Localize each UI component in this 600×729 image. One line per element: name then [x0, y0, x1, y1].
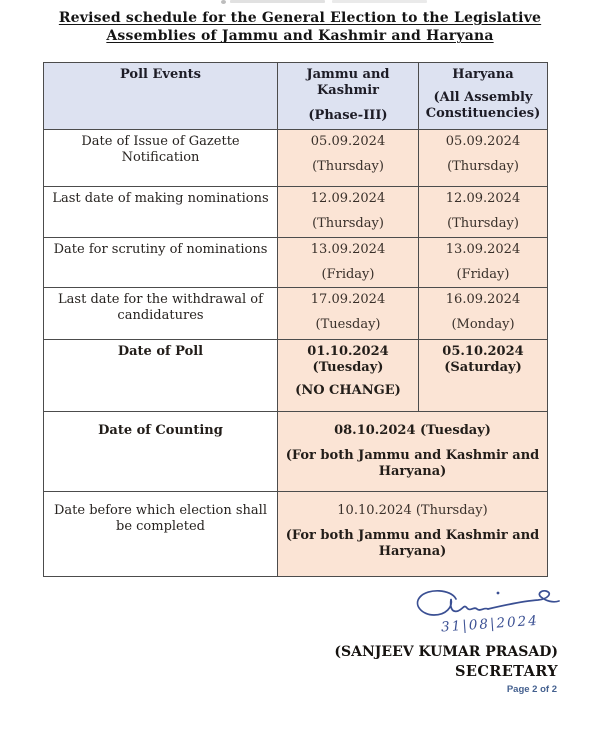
haryana-date-cell — [419, 238, 548, 288]
event-label: Date of Counting — [98, 423, 223, 438]
merged-date-cell — [278, 492, 548, 577]
day-value: (Friday) — [321, 267, 375, 283]
day-value: (Monday) — [451, 317, 515, 333]
event-label: Date before which election shall be completed — [53, 503, 267, 535]
haryana-date-cell — [419, 187, 548, 238]
date-value: 13.09.2024 — [445, 242, 521, 257]
date-value: 12.09.2024 — [310, 191, 386, 206]
event-cell — [44, 492, 278, 577]
document-title — [0, 9, 600, 46]
jk-date-cell — [278, 340, 419, 412]
both-states-note: (For both Jammu and Kashmir and Haryana) — [285, 528, 540, 560]
day-value: (Thursday) — [312, 216, 384, 232]
date-value: 01.10.2024 (Tuesday) — [307, 344, 389, 376]
signatory-role: SECRETARY — [455, 663, 558, 680]
event-label: Date of Issue of Gazette Notification — [81, 134, 240, 166]
merged-date-cell — [278, 412, 548, 492]
table-row — [44, 130, 548, 187]
table-header-row — [44, 63, 548, 130]
no-change-note: (NO CHANGE) — [295, 383, 401, 399]
event-label: Date for scrutiny of nominations — [53, 242, 268, 257]
table-row — [44, 288, 548, 340]
scan-artifact — [230, 0, 325, 3]
title-line-2: Assemblies of Jammu and Kashmir and Haryana — [106, 28, 494, 45]
day-value: (Thursday) — [312, 159, 384, 175]
haryana-date-cell — [419, 130, 548, 187]
event-label: Last date for the withdrawal of candidatures — [58, 292, 263, 324]
header-haryana — [419, 63, 548, 130]
event-cell — [44, 130, 278, 187]
date-value: 16.09.2024 — [445, 292, 521, 307]
date-value: 05.09.2024 — [310, 134, 386, 149]
haryana-date-cell — [419, 288, 548, 340]
header-label: Haryana — [452, 67, 514, 82]
day-value: (Tuesday) — [315, 317, 381, 333]
date-value: 10.10.2024 (Thursday) — [337, 503, 488, 518]
header-jammu-kashmir — [278, 63, 419, 130]
page-number: Page 2 of 2 — [506, 684, 557, 695]
date-value: 13.09.2024 — [310, 242, 386, 257]
jk-date-cell — [278, 187, 419, 238]
header-poll-events — [44, 63, 278, 130]
event-cell — [44, 187, 278, 238]
date-of-counting-row — [44, 412, 548, 492]
date-value: 08.10.2024 (Tuesday) — [334, 423, 491, 438]
day-value: (Thursday) — [447, 216, 519, 232]
both-states-note: (For both Jammu and Kashmir and Haryana) — [285, 448, 540, 480]
jk-date-cell — [278, 130, 419, 187]
header-label: Jammu and Kashmir — [306, 67, 390, 99]
jk-date-cell — [278, 238, 419, 288]
table-row — [44, 187, 548, 238]
date-value: 05.09.2024 — [445, 134, 521, 149]
jk-date-cell — [278, 288, 419, 340]
completion-date-row — [44, 492, 548, 577]
date-value: 12.09.2024 — [445, 191, 521, 206]
poll-events-table — [43, 62, 548, 577]
event-label: Date of Poll — [117, 344, 204, 359]
header-sublabel: (Phase-III) — [308, 108, 388, 124]
header-sublabel: (All Assembly Constituencies) — [425, 90, 541, 122]
event-cell — [44, 412, 278, 492]
date-value: 17.09.2024 — [310, 292, 386, 307]
day-value: (Friday) — [456, 267, 510, 283]
header-label: Poll Events — [119, 67, 201, 82]
day-value: (Thursday) — [447, 159, 519, 175]
signature-handwritten-date: 31|08|2024 — [440, 612, 540, 636]
table-row — [44, 238, 548, 288]
date-of-poll-row — [44, 340, 548, 412]
date-value: 05.10.2024 (Saturday) — [442, 344, 524, 376]
event-cell — [44, 340, 278, 412]
event-label: Last date of making nominations — [52, 191, 269, 206]
event-cell — [44, 238, 278, 288]
title-line-1: Revised schedule for the General Election to the Legislative — [58, 10, 542, 26]
signatory-name: (SANJEEV KUMAR PRASAD) — [334, 644, 558, 660]
haryana-date-cell — [419, 340, 548, 412]
scan-artifact — [221, 0, 226, 4]
event-cell — [44, 288, 278, 340]
scan-artifact — [332, 0, 427, 3]
